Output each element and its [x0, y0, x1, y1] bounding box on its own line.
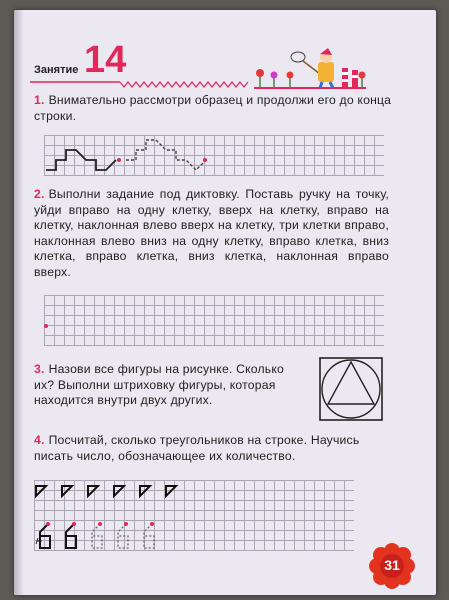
triangle-3: [88, 486, 98, 496]
task-2-text: Выполни задание под диктовку. Поставь ручку на точку, уйди вправо на одну клетку, вверх на клетку, вправо на клетку, наклонная влево вверх на клетку, три клетки вправо, наклонная влево вниз на одну клетку, вправо клетка, вниз клетка, вправо клетка, вниз клетка, наклонная вправо вверх.: [34, 187, 389, 279]
triangle-2: [62, 486, 72, 496]
task-1-number: 1.: [34, 93, 45, 107]
triangle-6: [166, 486, 176, 496]
task-1-end-dot: [203, 158, 207, 162]
task-1-pattern: [44, 135, 244, 180]
task-2-start-dot: [44, 324, 48, 328]
header-zigzag-line: [30, 80, 260, 92]
task-4-drawings: [34, 480, 354, 555]
workbook-page: [14, 10, 436, 595]
nested-shapes-figure: [312, 350, 392, 430]
book-spine-shadow: [14, 10, 24, 595]
task-3-text: Назови все фигуры на рисунке. Сколько их? Выполни штриховку фигуры, которая находится внутри двух других.: [34, 362, 284, 408]
task-2-grid[interactable]: [44, 295, 384, 346]
digit-six-trace-3: [144, 524, 154, 548]
digit-six-2: [66, 524, 76, 548]
kid-with-net-illustration: [254, 48, 369, 90]
task-1: [34, 93, 394, 124]
task-3: [34, 362, 296, 409]
lesson-label: Занятие: [34, 64, 79, 76]
triangle-5: [140, 486, 150, 496]
digit-six-trace-2: [118, 524, 128, 548]
task-4-text: Посчитай, сколько треугольников на строке. Научись писать число, обозначающее их количество.: [34, 433, 360, 463]
lesson-number: 14: [84, 39, 127, 81]
task-3-number: 3.: [34, 362, 45, 376]
digit-six-trace-1: [92, 524, 102, 548]
task-2-number: 2.: [34, 187, 45, 201]
task-2: [34, 187, 389, 281]
task-1-start-dot: [117, 158, 121, 162]
task-4: [34, 433, 389, 464]
task-4-number: 4.: [34, 433, 45, 447]
triangle-4: [114, 486, 124, 496]
task-1-text: Внимательно рассмотри образец и продолжи его до конца строки.: [34, 93, 392, 123]
triangle-1: [36, 486, 46, 496]
digit-six-1: [40, 524, 50, 548]
page-number-badge: [368, 542, 416, 590]
page-number: 31: [384, 557, 400, 573]
